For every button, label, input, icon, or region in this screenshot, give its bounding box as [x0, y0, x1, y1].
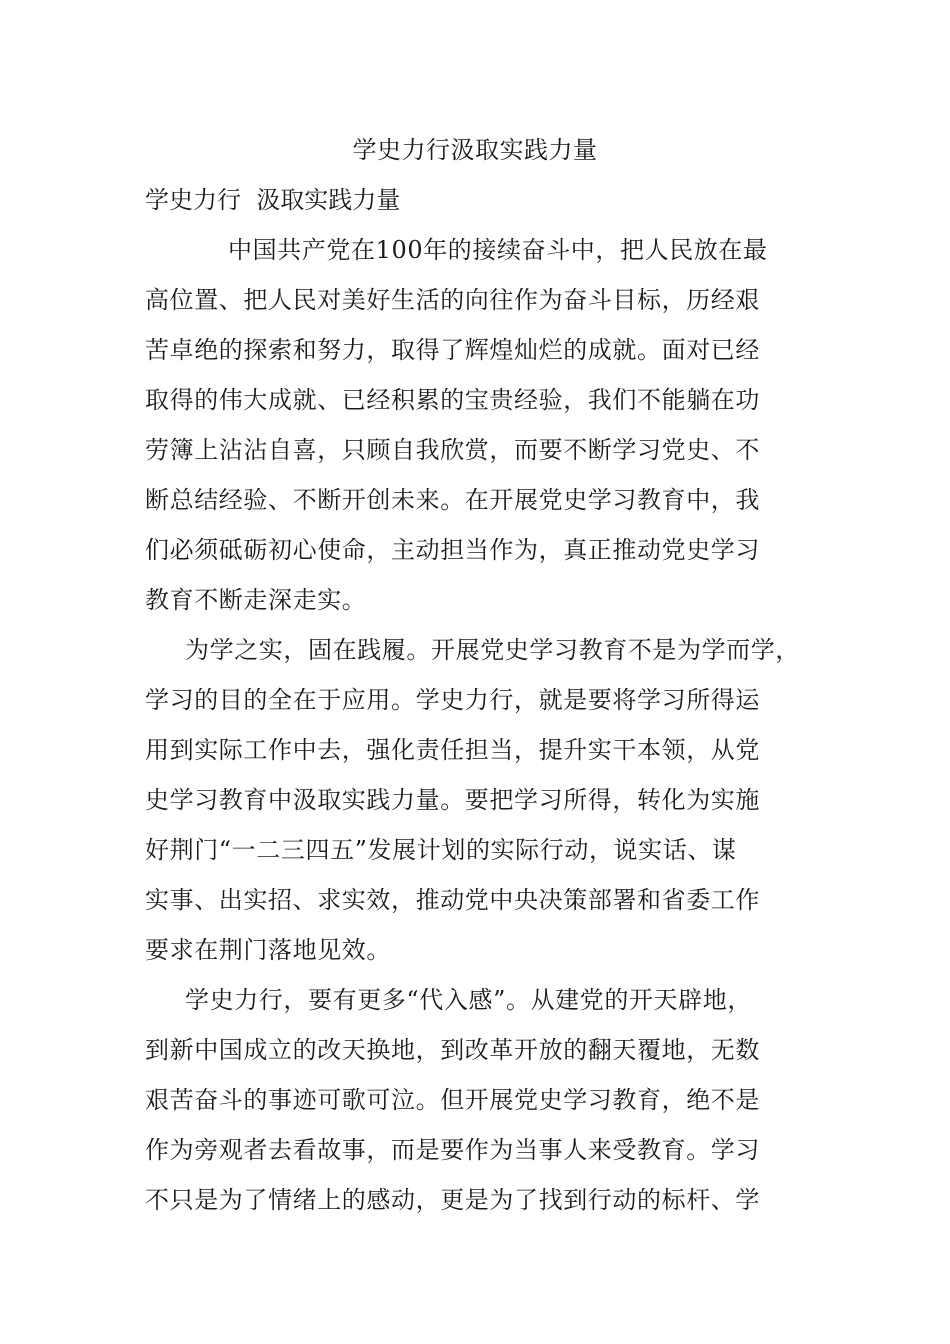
text-line: 要求在荆门落地见效。 [145, 936, 391, 964]
text-line: 教育不断走深走实。 [145, 586, 367, 614]
text-line: 高位置、把人民对美好生活的向往作为奋斗目标，历经艰 [145, 286, 760, 314]
text-line: 作为旁观者去看故事，而是要作为当事人来受教育。学习 [145, 1136, 760, 1164]
text-line: 取得的伟大成就、已经积累的宝贵经验，我们不能躺在功 [145, 386, 760, 414]
text-line: 不只是为了情绪上的感动，更是为了找到行动的标杆、学 [145, 1186, 760, 1214]
text-line: 苦卓绝的探索和努力，取得了辉煌灿烂的成就。面对已经 [145, 336, 760, 364]
text-line: 断总结经验、不断开创未来。在开展党史学习教育中，我 [145, 486, 760, 514]
text-line: 们必须砥砺初心使命，主动担当作为，真正推动党史学习 [145, 536, 760, 564]
document-subtitle: 学史力行 汲取实践力量 [145, 186, 401, 214]
text-line: 劳簿上沾沾自喜，只顾自我欣赏，而要不断学习党史、不 [145, 436, 760, 464]
text-line: 史学习教育中汲取实践力量。要把学习所得，转化为实施 [145, 786, 760, 814]
text-line: 学习的目的全在于应用。学史力行，就是要将学习所得运 [145, 686, 760, 714]
text-line: 艰苦奋斗的事迹可歌可泣。但开展党史学习教育，绝不是 [145, 1086, 760, 1114]
text-line: 好荆门“一二三四五”发展计划的实际行动，说实话、谋 [145, 836, 737, 864]
text-line: 学史力行，要有更多“代入感”。从建党的开天辟地， [185, 986, 752, 1014]
text-line: 为学之实，固在践履。开展党史学习教育不是为学而学， [185, 636, 800, 664]
text-line: 中国共产党在100年的接续奋斗中，把人民放在最 [228, 236, 768, 264]
text-line: 实事、出实招、求实效，推动党中央决策部署和省委工作 [145, 886, 760, 914]
text-line: 用到实际工作中去，强化责任担当，提升实干本领，从党 [145, 736, 760, 764]
document-title: 学史力行汲取实践力量 [352, 136, 598, 164]
text-line: 到新中国成立的改天换地，到改革开放的翻天覆地，无数 [145, 1036, 760, 1064]
